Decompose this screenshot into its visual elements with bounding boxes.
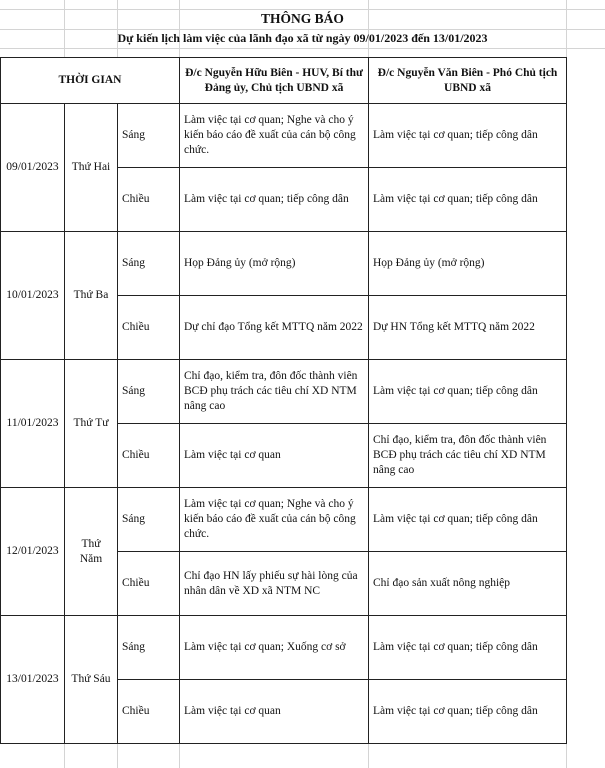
date-cell: 12/01/2023 <box>1 488 65 616</box>
empty-cell <box>567 360 605 424</box>
leader2-task: Chỉ đạo, kiểm tra, đôn đốc thành viên BCĐ phụ trách các tiêu chí XD NTM nâng cao <box>369 424 567 488</box>
leader1-task: Làm việc tại cơ quan; tiếp công dân <box>180 168 369 232</box>
session-afternoon: Chiều <box>118 424 180 488</box>
empty-cell <box>567 616 605 680</box>
header-leader-1: Đ/c Nguyễn Hữu Biên - HUV, Bí thư Đảng ủy, Chủ tịch UBND xã <box>180 58 369 104</box>
session-morning: Sáng <box>118 360 180 424</box>
leader2-task: Làm việc tại cơ quan; tiếp công dân <box>369 168 567 232</box>
leader2-task: Làm việc tại cơ quan; tiếp công dân <box>369 680 567 744</box>
header-leader-2: Đ/c Nguyễn Văn Biên - Phó Chủ tịch UBND xã <box>369 58 567 104</box>
gridline <box>0 9 605 10</box>
empty-cell <box>567 296 605 360</box>
leader2-task: Làm việc tại cơ quan; tiếp công dân <box>369 488 567 552</box>
table-row <box>1 232 605 296</box>
weekday-cell: Thứ Sáu <box>65 616 118 744</box>
session-afternoon: Chiều <box>118 552 180 616</box>
gridline <box>0 29 605 30</box>
notice-title: THÔNG BÁO <box>261 11 344 26</box>
empty-cell <box>567 552 605 616</box>
session-morning: Sáng <box>118 616 180 680</box>
date-cell: 13/01/2023 <box>1 616 65 744</box>
gridline <box>0 48 605 49</box>
schedule-table <box>0 57 605 744</box>
empty-cell <box>567 58 605 104</box>
date-cell: 10/01/2023 <box>1 232 65 360</box>
table-row <box>1 616 605 680</box>
empty-cell <box>567 104 605 168</box>
leader1-task: Chỉ đạo, kiểm tra, đôn đốc thành viên BCĐ phụ trách các tiêu chí XD NTM nâng cao <box>180 360 369 424</box>
session-afternoon: Chiều <box>118 168 180 232</box>
session-morning: Sáng <box>118 104 180 168</box>
leader2-task: Làm việc tại cơ quan; tiếp công dân <box>369 616 567 680</box>
date-cell: 09/01/2023 <box>1 104 65 232</box>
notice-subtitle: Dự kiến lịch làm việc của lãnh đạo xã từ ngày 09/01/2023 đến 13/01/2023 <box>117 31 488 45</box>
leader1-task: Chỉ đạo HN lấy phiếu sự hài lòng của nhân dân về XD xã NTM NC <box>180 552 369 616</box>
header-row <box>1 58 605 104</box>
leader1-task: Làm việc tại cơ quan; Xuống cơ sở <box>180 616 369 680</box>
date-cell: 11/01/2023 <box>1 360 65 488</box>
leader1-task: Làm việc tại cơ quan <box>180 424 369 488</box>
empty-cell <box>567 488 605 552</box>
table-row <box>1 488 605 552</box>
weekday-cell: Thứ Hai <box>65 104 118 232</box>
session-morning: Sáng <box>118 488 180 552</box>
leader2-task: Làm việc tại cơ quan; tiếp công dân <box>369 104 567 168</box>
session-afternoon: Chiều <box>118 296 180 360</box>
empty-cell <box>567 424 605 488</box>
empty-cell <box>567 680 605 744</box>
session-morning: Sáng <box>118 232 180 296</box>
weekday-cell: Thứ Tư <box>65 360 118 488</box>
table-row <box>1 104 605 168</box>
weekday-cell: Thứ Năm <box>65 488 118 616</box>
leader1-task: Làm việc tại cơ quan; Nghe và cho ý kiến báo cáo đề xuất của cán bộ công chức. <box>180 104 369 168</box>
leader2-task: Làm việc tại cơ quan; tiếp công dân <box>369 360 567 424</box>
leader2-task: Họp Đảng ủy (mở rộng) <box>369 232 567 296</box>
leader1-task: Họp Đảng ủy (mở rộng) <box>180 232 369 296</box>
leader1-task: Dự chỉ đạo Tổng kết MTTQ năm 2022 <box>180 296 369 360</box>
leader1-task: Làm việc tại cơ quan <box>180 680 369 744</box>
session-afternoon: Chiều <box>118 680 180 744</box>
leader1-task: Làm việc tại cơ quan; Nghe và cho ý kiến báo cáo đề xuất của cán bộ công chức. <box>180 488 369 552</box>
header-time: THỜI GIAN <box>1 58 180 104</box>
empty-cell <box>567 232 605 296</box>
weekday-cell: Thứ Ba <box>65 232 118 360</box>
leader2-task: Dự HN Tổng kết MTTQ năm 2022 <box>369 296 567 360</box>
empty-cell <box>567 168 605 232</box>
leader2-task: Chỉ đạo sản xuất nông nghiệp <box>369 552 567 616</box>
table-row <box>1 360 605 424</box>
